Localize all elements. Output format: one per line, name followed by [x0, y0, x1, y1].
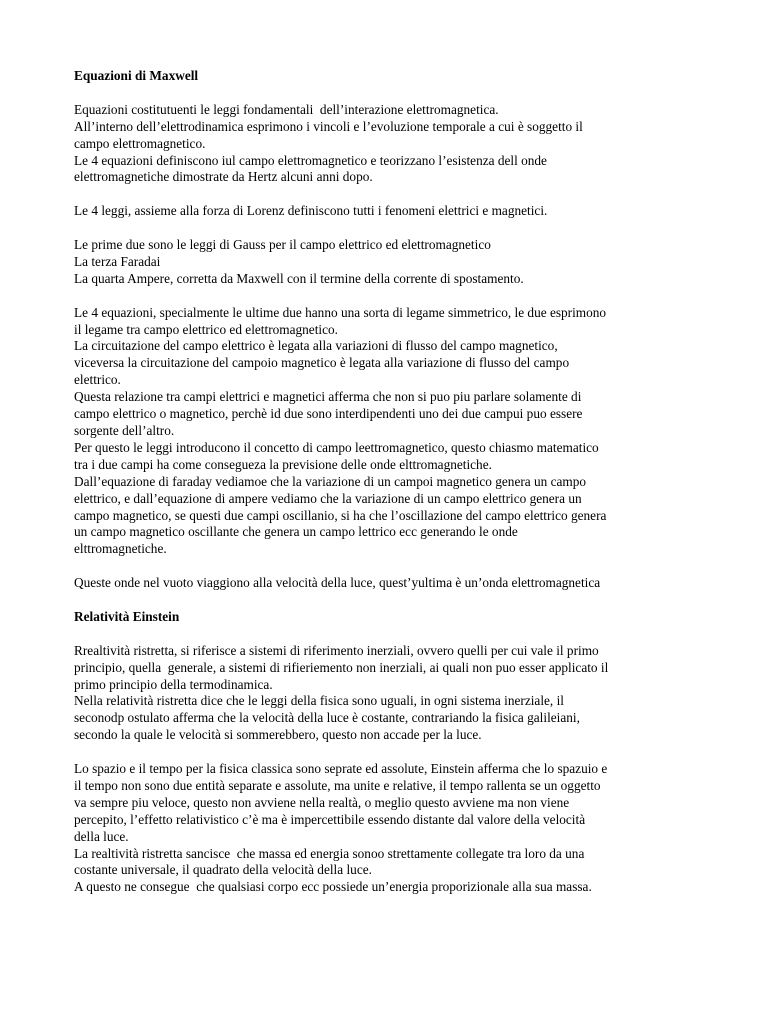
heading-maxwell: Equazioni di Maxwell	[74, 68, 199, 83]
text-line: Questa relazione tra campi elettrici e magnetici afferma che non si puo piu parlare solamente di	[74, 389, 582, 405]
spacer	[74, 220, 704, 237]
text-line: La terza Faradai	[74, 253, 161, 269]
text-line: Lo spazio e il tempo per la fisica classica sono seprate ed assolute, Einstein afferma che lo spazuio e	[74, 761, 608, 777]
text-line: va sempre piu veloce, questo non avviene nella realtà, o meglio questo avviene ma non viene	[74, 794, 570, 810]
text-line: secondo la quale le velocità si sommerebbero, questo non accade per la luce.	[74, 727, 482, 743]
spacer	[74, 85, 704, 102]
text-line: elettromagnetiche dimostrate da Hertz alcuni anni dopo.	[74, 169, 373, 185]
heading-relativity: Relatività Einstein	[74, 608, 180, 624]
text-line: il tempo non sono due entità separate e assolute, ma unite e relative, il tempo rallenta se un oggetto	[74, 777, 601, 793]
text-line: Rrealtività ristretta, si riferisce a sistemi di riferimento inerziali, ovvero quelli per cui vale il primo	[74, 642, 599, 658]
text-line: primo principio della termodinamica.	[74, 676, 273, 692]
text-line: All’interno dell’elettrodinamica esprimono i vincoli e l’evoluzione temporale a cui è soggetto il	[74, 118, 583, 134]
paragraph-lorenz	[74, 203, 704, 220]
paragraph-space-time	[74, 761, 704, 896]
text-line: Le 4 equazioni definiscono iul campo elettromagnetico e teorizzano l’esistenza dell onde	[74, 152, 547, 168]
text-line: Per questo le leggi introducono il concetto di campo leettromagnetico, questo chiasmo matematico	[74, 439, 599, 455]
spacer	[74, 592, 704, 609]
spacer	[74, 744, 704, 761]
text-line: sorgente dell’altro.	[74, 422, 175, 438]
text-line: elttromagnetiche.	[74, 541, 167, 557]
text-line: Dall’equazione di faraday vediamoe che la variazione di un campoi magnetico genera un campo	[74, 473, 587, 489]
text-line: Le prime due sono le leggi di Gauss per il campo elettrico ed elettromagnetico	[74, 237, 491, 253]
text-line: campo magnetico, se questi due campi oscillanio, si ha che l’oscillazione del campo elettrico genera	[74, 507, 607, 523]
text-line: tra i due campi ha come consegueza la previsione delle onde elttromagnetiche.	[74, 456, 492, 472]
paragraph-relativity-intro	[74, 643, 704, 744]
text-line: campo elettrico o magnetico, perchè id due sono interdipendenti uno dei due campui puo essere	[74, 406, 583, 422]
text-line: Nella relatività ristretta dice che le leggi della fisica sono uguali, in ogni sistema inerziale, il	[74, 693, 564, 709]
text-line: della luce.	[74, 828, 129, 844]
text-line: Queste onde nel vuoto viaggiono alla velocità della luce, quest’yultima è un’onda elettromagnetica	[74, 575, 601, 591]
text-line: La quarta Ampere, corretta da Maxwell con il termine della corrente di spostamento.	[74, 270, 524, 286]
paragraph-symmetry	[74, 305, 704, 559]
paragraph-light-speed	[74, 575, 704, 592]
text-line: seconodp ostulato afferma che la velocità della luce è costante, contrariando la fisica galileiani,	[74, 710, 580, 726]
text-line: costante universale, il quadrato della velocità della luce.	[74, 862, 372, 878]
text-line: Equazioni costitutuenti le leggi fondamentali dell’interazione elettromagnetica.	[74, 101, 499, 117]
text-line: Le 4 leggi, assieme alla forza di Lorenz definiscono tutti i fenomeni elettrici e magnetici.	[74, 203, 548, 219]
spacer	[74, 626, 704, 643]
text-line: La circuitazione del campo elettrico è legata alla variazioni di flusso del campo magnetico,	[74, 338, 558, 354]
paragraph-maxwell-intro	[74, 102, 704, 187]
document-page	[74, 68, 704, 896]
text-line: elettrico, e dall’equazione di ampere vediamo che la variazione di un campo elettrico genera un	[74, 490, 582, 506]
text-line: principio, quella generale, a sistemi di rifieriemento non inerziali, ai quali non puo esser applicato il	[74, 659, 609, 675]
text-line: elettrico.	[74, 372, 121, 388]
spacer	[74, 288, 704, 305]
text-line: La realtività ristretta sancisce che massa ed energia sonoo strettamente collegate tra loro da una	[74, 845, 585, 861]
text-line: viceversa la circuitazione del campoio magnetico è legata alla variazione di flusso del campo	[74, 355, 570, 371]
text-line: un campo magnetico oscillante che genera un campo lettrico ecc generando le onde	[74, 524, 518, 540]
text-line: il legame tra campo elettrico ed elettromagnetico.	[74, 321, 338, 337]
text-line: A questo ne consegue che qualsiasi corpo ecc possiede un’energia proporizionale alla sua massa.	[74, 879, 592, 895]
text-line: percepito, l’effetto relativistico c’è ma è impercettibile essendo distante dal valore della velocità	[74, 811, 586, 827]
spacer	[74, 558, 704, 575]
paragraph-laws-list	[74, 237, 704, 288]
spacer	[74, 186, 704, 203]
text-line: campo elettromagnetico.	[74, 135, 206, 151]
text-line: Le 4 equazioni, specialmente le ultime due hanno una sorta di legame simmetrico, le due esprimono	[74, 304, 607, 320]
